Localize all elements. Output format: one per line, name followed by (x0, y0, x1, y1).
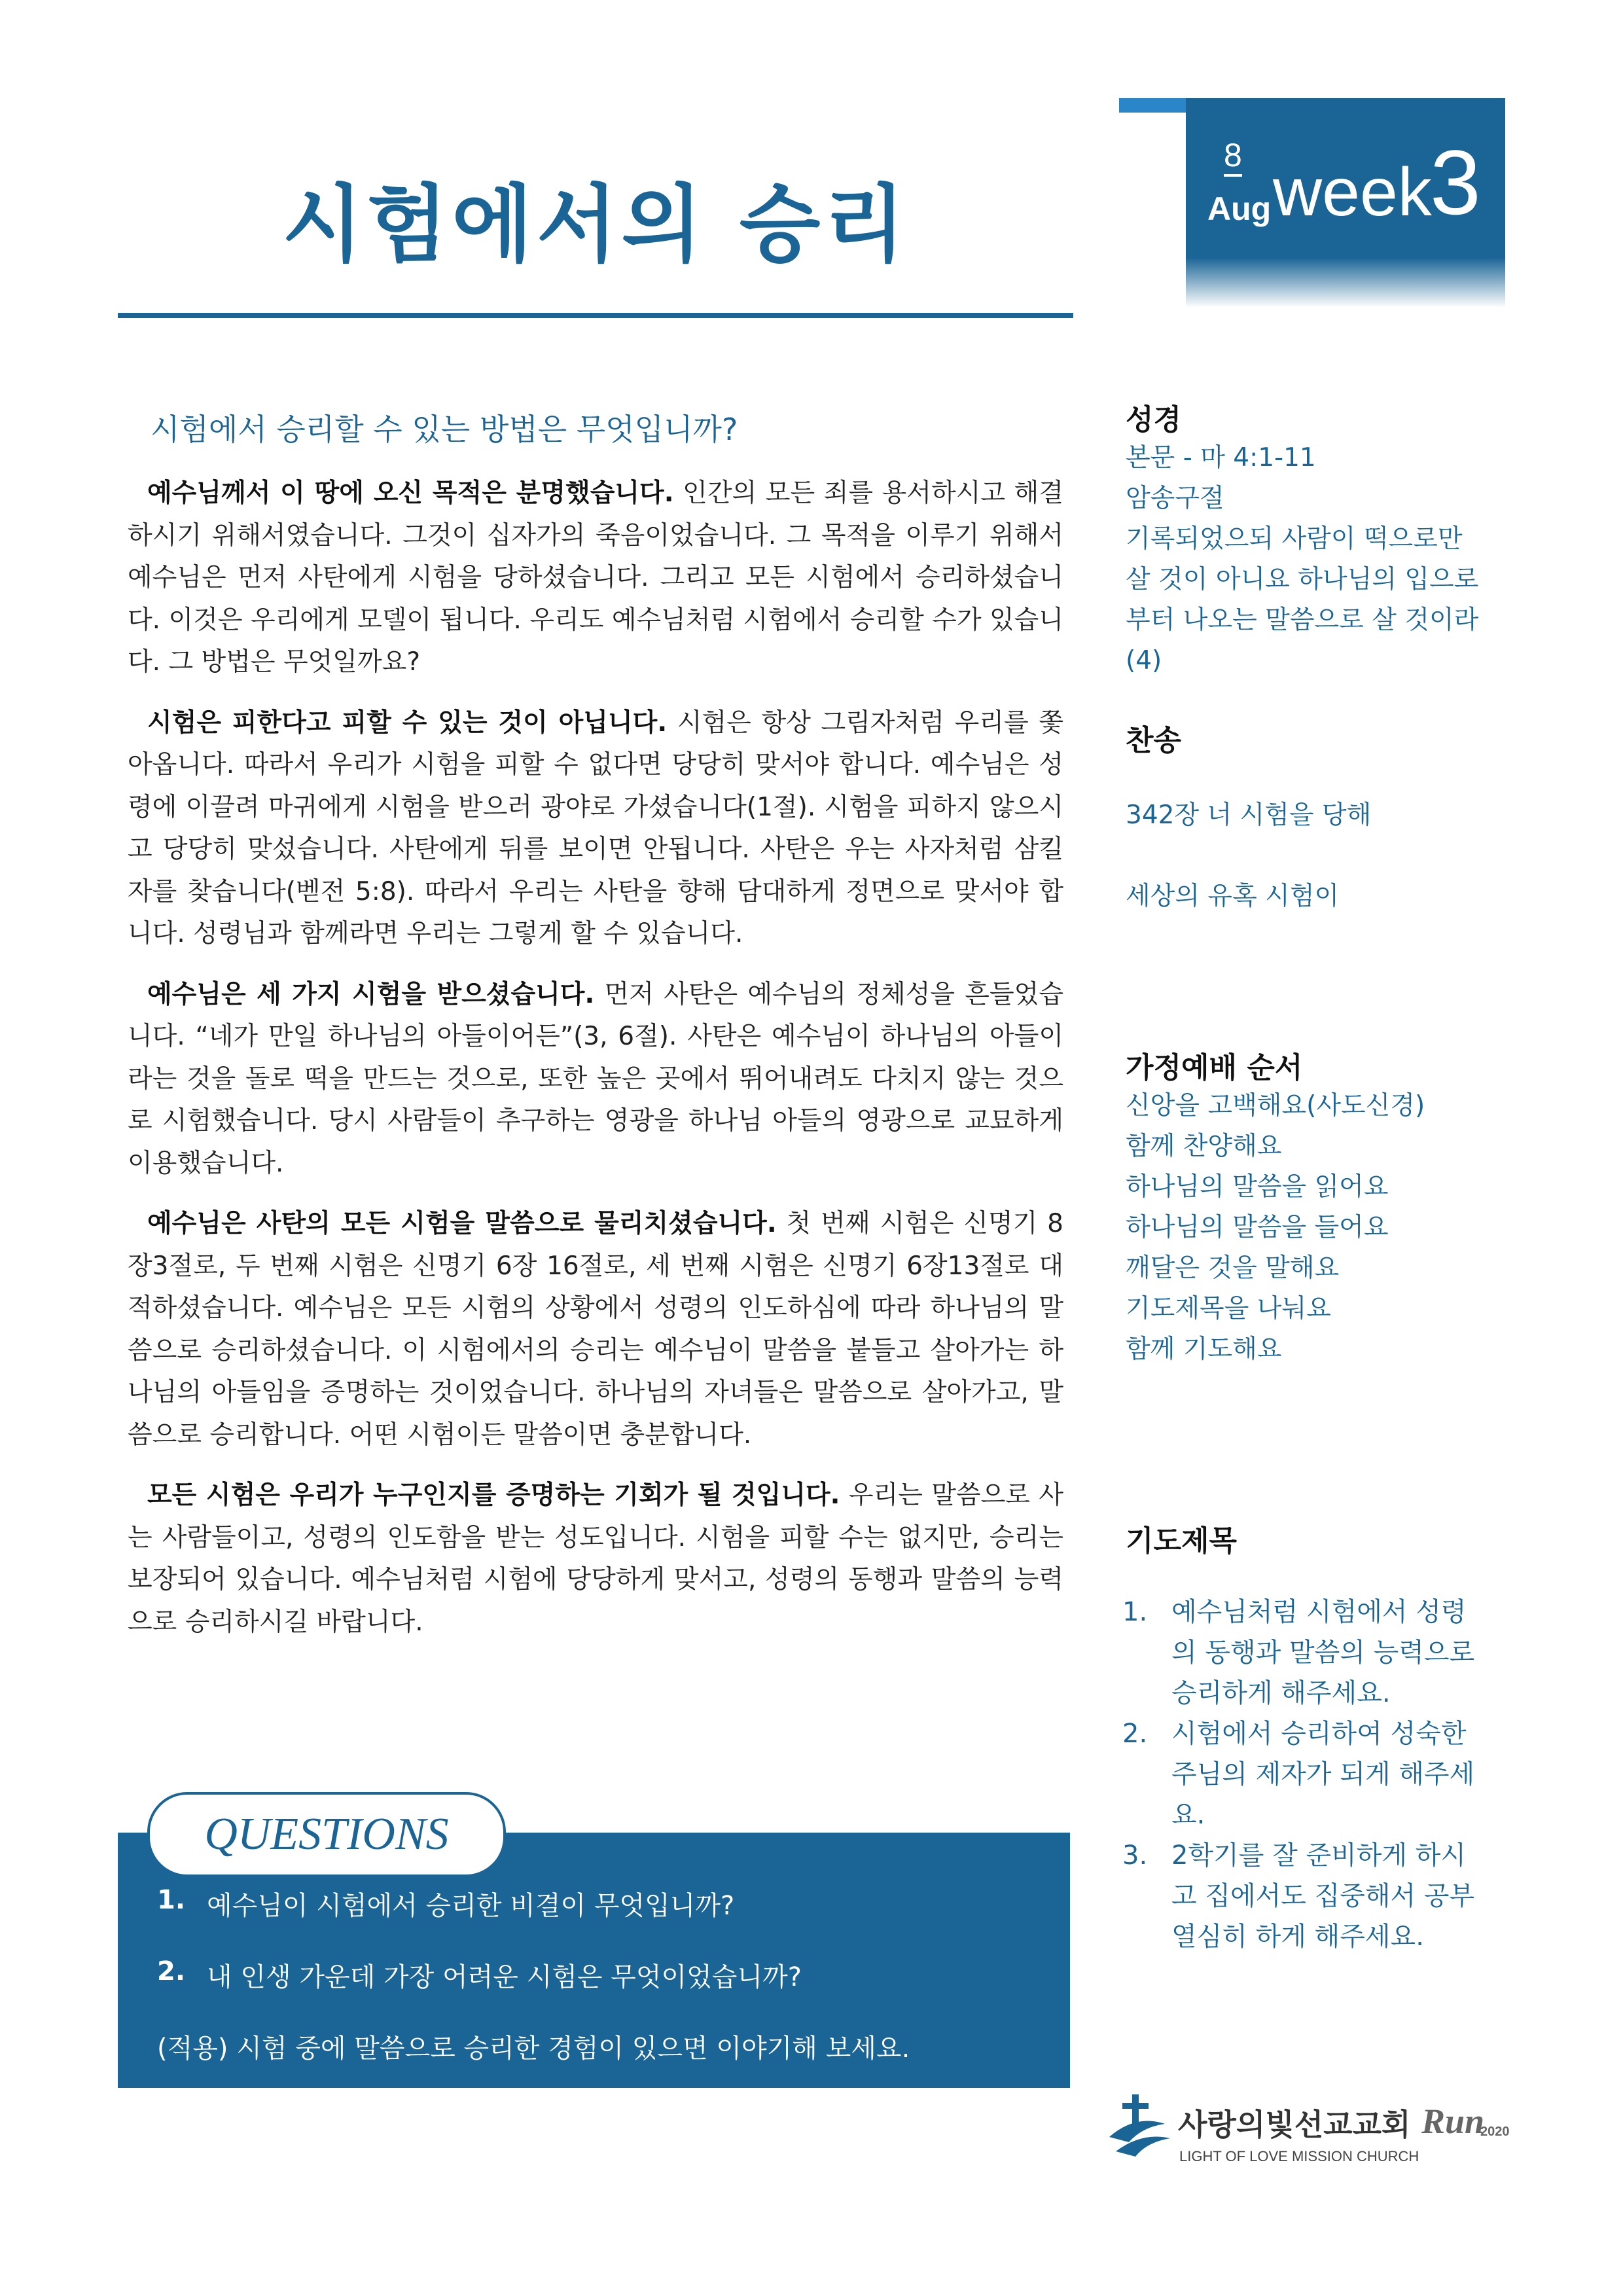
memory-verse: 기록되었으되 사람이 떡으로만 살 것이 아니요 하나님의 입으로부터 나오는 말씀으로 살 것이라(4) (1126, 524, 1479, 675)
question-item (157, 1885, 1060, 1922)
prayer-text: 시험에서 승리하여 성숙한 주님의 제자가 되게 해주세요. (1171, 1719, 1475, 1830)
run-year: 2020 (1480, 2125, 1510, 2139)
questions-list (157, 1885, 1060, 2065)
application-question: (적용) 시험 중에 말씀으로 승리한 경험이 있으면 이야기해 보세요. (157, 2034, 910, 2064)
page-title: 시험에서의 승리 (281, 176, 910, 274)
question-text: 예수님이 시험에서 승리한 비결이 무엇입니까? (207, 1891, 735, 1921)
hymn-heading: 찬송 (1126, 724, 1182, 757)
paragraph (128, 1475, 1063, 1643)
paragraph (128, 974, 1063, 1185)
paragraph (128, 702, 1063, 956)
worship-item: 하나님의 말씀을 읽어요 (1126, 1172, 1389, 1202)
paragraph-lead: 시험은 피한다고 피할 수 있는 것이 아닙니다. (147, 708, 668, 738)
sidebar-scripture (1126, 396, 1518, 681)
paragraph-body: 인간의 모든 죄를 용서하시고 해결하시기 위해서였습니다. 그것이 십자가의 죽음이었습니다. 그 목적을 이루기 위해서 예수님은 먼저 사탄에게 시험을 당하셨습니다. 그리고 모든 시험에서 승리하셨습니다. 이것은 우리에게 모델이 됩니다. 우리도 예수님처럼 시험에서 승리할 수가 있습니다. 그 방법은 무엇일까요? (128, 478, 1063, 677)
paragraph-lead: 예수님은 세 가지 시험을 받으셨습니다. (147, 979, 595, 1009)
sidebar-prayer-heading-wrap (1126, 1517, 1518, 1559)
prayer-item (1122, 1835, 1489, 1957)
paragraph (128, 1203, 1063, 1456)
prayer-number: 1. (1122, 1597, 1148, 1627)
paragraph-lead: 예수님께서 이 땅에 오신 목적은 분명했습니다. (147, 478, 674, 508)
paragraph-lead: 예수님은 사탄의 모든 시험을 말씀으로 물리치셨습니다. (147, 1209, 777, 1238)
paragraph-body: 첫 번째 시험은 신명기 8장3절로, 두 번째 시험은 신명기 6장 16절로, 세 번째 시험은 신명기 6장13절로 대적하셨습니다. 예수님은 모든 시험의 상황에서 성령의 인도하심에 따라 하나님의 말씀으로 승리하셨습니다. 이 시험에서의 승리는 예수님이 말씀을 붙들고 살아가는 하나님의 아들임을 증명하는 것이었습니다. 하나님의 자녀들은 말씀으로 살아가고, 말씀으로 승리합니다. 어떤 시험이든 말씀이면 충분합니다. (128, 1209, 1063, 1450)
paragraph (128, 473, 1063, 684)
worship-item: 깨달은 것을 말해요 (1126, 1253, 1340, 1283)
main-question: 시험에서 승리할 수 있는 방법은 무엇입니까? (151, 412, 738, 447)
run-logo: Run (1421, 2102, 1485, 2141)
prayer-list (1122, 1592, 1489, 1957)
sidebar-hymn (1126, 717, 1518, 917)
scripture-text: 본문 - 마 4:1-11 (1126, 443, 1316, 473)
worship-item: 하나님의 말씀을 들어요 (1126, 1213, 1389, 1242)
hymn-item: 342장 너 시험을 당해 (1126, 800, 1372, 830)
question-number: 1. (157, 1885, 186, 1915)
paragraph-lead: 모든 시험은 우리가 누구인지를 증명하는 기회가 될 것입니다. (147, 1480, 840, 1510)
week-date-month: Aug (1207, 190, 1272, 227)
church-name: 사랑의빛선교교회 (1178, 2107, 1411, 2142)
main-content (128, 406, 1063, 1662)
worship-item: 신앙을 고백해요(사도신경) (1126, 1091, 1425, 1121)
prayer-text: 2학기를 잘 준비하게 하시고 집에서도 집중해서 공부 열심히 하게 해주세요. (1171, 1840, 1475, 1952)
prayer-item (1122, 1713, 1489, 1835)
prayer-number: 2. (1122, 1719, 1148, 1749)
worship-item: 함께 찬양해요 (1126, 1132, 1282, 1161)
questions-heading-pill (147, 1792, 506, 1877)
scripture-heading: 성경 (1126, 403, 1182, 437)
hymn-item: 세상의 유혹 시험이 (1126, 882, 1340, 911)
church-english-name: LIGHT OF LOVE MISSION CHURCH (1179, 2148, 1419, 2164)
paragraph-body: 먼저 사탄은 예수님의 정체성을 흔들었습니다. “네가 만일 하나님의 아들이어든”(3, 6절). 사탄은 예수님이 하나님의 아들이라는 것을 돌로 떡을 만드는 것으로, 또한 높은 곳에서 뛰어내려도 다치지 않는 것으로 시험했습니다. 당시 사람들이 추구하는 영광을 하나님 아들의 영광으로 교묘하게 이용했습니다. (128, 979, 1063, 1178)
memory-verse-label: 암송구절 (1126, 484, 1224, 513)
question-item (157, 1956, 1060, 1994)
prayer-text: 예수님처럼 시험에서 성령의 동행과 말씀의 능력으로 승리하게 해주세요. (1171, 1597, 1475, 1708)
worship-item: 기도제목을 나눠요 (1126, 1294, 1331, 1323)
paragraph-body: 시험은 항상 그림자처럼 우리를 쫓아옵니다. 따라서 우리가 시험을 피할 수 없다면 당당히 맞서야 합니다. 예수님은 성령에 이끌려 마귀에게 시험을 받으러 광야로 가셨습니다(1절). 시험을 피하지 않으시고 당당히 맞섰습니다. 사탄에게 뒤를 보이면 안됩니다. 사탄은 우는 사자처럼 삼킬 자를 찾습니다(벧전 5:8). 따라서 우리는 사탄을 향해 담대하게 정면으로 맞서야 합니다. 성령님과 함께라면 우리는 그렇게 할 수 있습니다. (128, 708, 1063, 948)
week-label: week (1273, 154, 1432, 230)
question-number: 2. (157, 1956, 186, 1986)
sidebar-worship-order (1126, 1044, 1518, 1370)
question-text: 내 인생 가운데 가장 어려운 시험은 무엇이었습니까? (207, 1962, 802, 1992)
title-underline (118, 313, 1073, 318)
worship-heading: 가정예배 순서 (1126, 1051, 1303, 1085)
paragraph-body: 우리는 말씀으로 사는 사람들이고, 성령의 인도함을 받는 성도입니다. 시험을 피할 수는 없지만, 승리는 보장되어 있습니다. 예수님처럼 시험에 당당하게 맞서고, 성령의 동행과 말씀의 능력으로 승리하시길 바랍니다. (128, 1480, 1063, 1637)
prayer-item (1122, 1592, 1489, 1713)
week-date-day: 8 (1224, 136, 1242, 177)
prayer-heading: 기도제목 (1126, 1524, 1238, 1558)
week-number: 3 (1430, 131, 1481, 234)
church-logo-icon (1106, 2091, 1171, 2163)
worship-item: 함께 기도해요 (1126, 1335, 1282, 1364)
prayer-number: 3. (1122, 1840, 1148, 1871)
questions-heading: QUESTIONS (204, 1809, 449, 1859)
